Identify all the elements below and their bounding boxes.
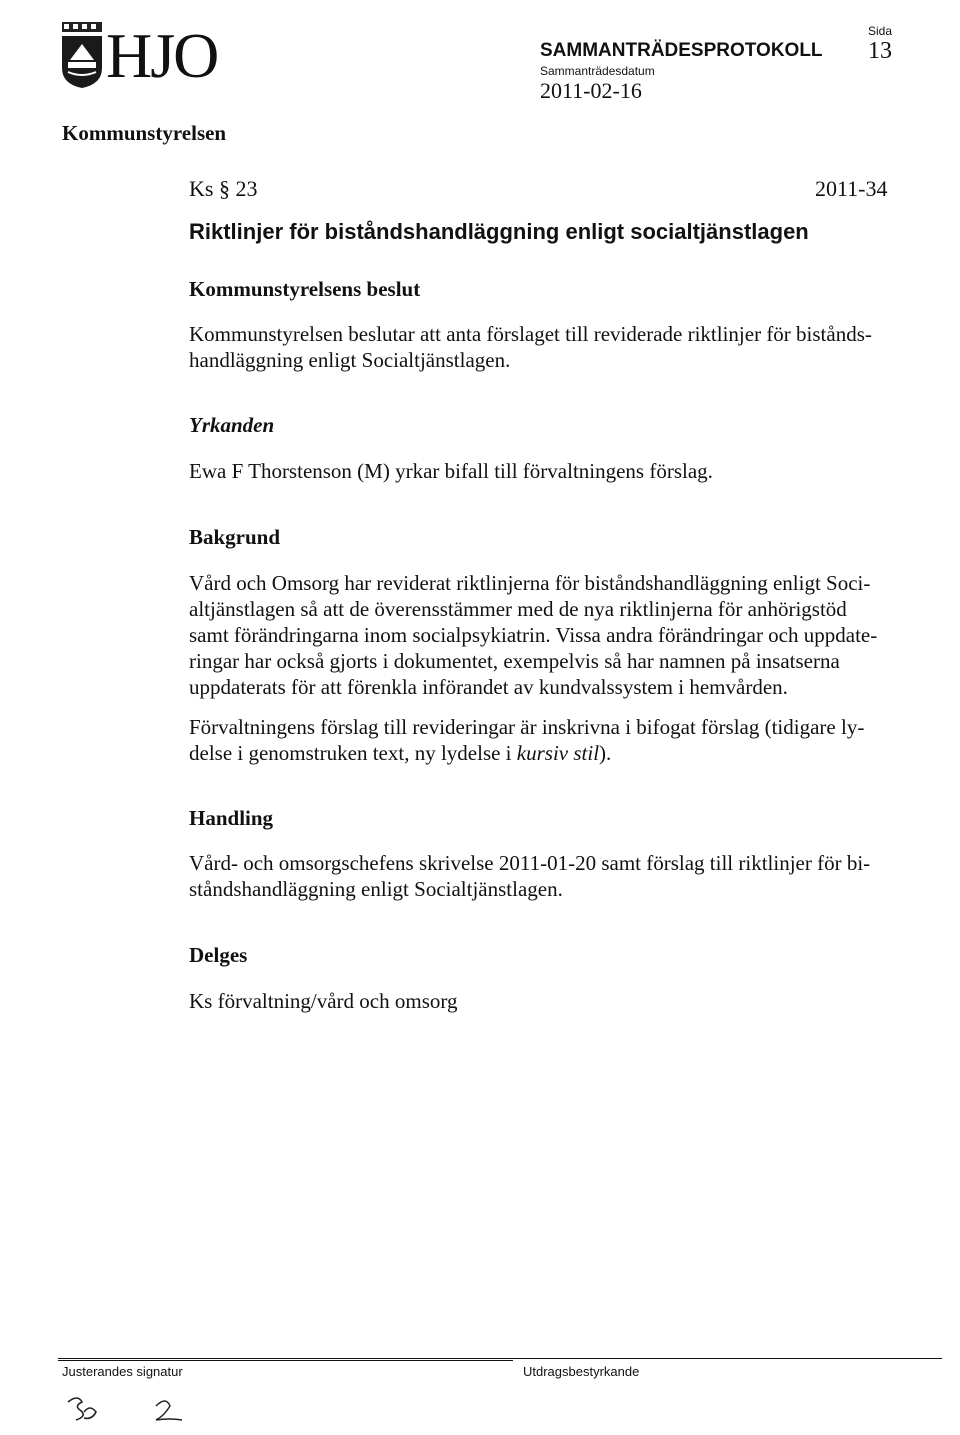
page-number: 13: [868, 38, 892, 64]
text-line: Vård och Omsorg har reviderat riktlinjerna för biståndshandläggning enligt Soci-: [189, 571, 871, 595]
section-text-bakgrund: [189, 570, 889, 700]
italic-text-span: kursiv stil: [516, 741, 600, 765]
section-heading-bakgrund: Bakgrund: [189, 525, 281, 549]
footer-divider-secondary: [58, 1360, 513, 1361]
section-text-yrkanden: Ewa F Thorstenson (M) yrkar bifall till förvaltningens förslag.: [189, 459, 713, 483]
case-reference: 2011-34: [815, 176, 888, 201]
text-line: Kommunstyrelsen beslutar att anta förslaget till reviderade riktlinjer för bistånds-: [189, 322, 872, 346]
text-span: ).: [599, 741, 612, 765]
text-line: Förvaltningens förslag till revideringar är inskrivna i bifogat förslag (tidigare ly-: [189, 715, 865, 739]
document-type-title: SAMMANTRÄDESPROTOKOLL: [540, 40, 823, 61]
section-heading-beslut: Kommunstyrelsens beslut: [189, 277, 421, 301]
text-line: uppdaterats för att förenkla införandet av kundvalssystem i hemvården.: [189, 675, 788, 699]
text-line: handläggning enligt Socialtjänstlagen.: [189, 348, 511, 372]
section-heading-yrkanden: Yrkanden: [189, 413, 275, 437]
section-heading-delges: Delges: [189, 943, 248, 967]
section-text-handling: [189, 850, 889, 902]
section-text-delges: Ks förvaltning/vård och omsorg: [189, 989, 458, 1013]
meeting-date-label: Sammanträdesdatum: [540, 64, 655, 78]
organization-name: Kommunstyrelsen: [62, 121, 227, 145]
logo-wordmark: HJO: [106, 20, 218, 91]
text-line: Vård- och omsorgschefens skrivelse 2011-01-20 samt förslag till riktlinjer för bi-: [189, 851, 871, 875]
text-span: delse i genomstruken text, ny lydelse i: [189, 741, 517, 765]
text-line: ståndshandläggning enligt Socialtjänstlagen.: [189, 877, 563, 901]
municipal-crest-logo: [60, 20, 104, 90]
extract-certification-label: Utdragsbestyrkande: [523, 1364, 640, 1379]
text-line: samt förändringarna inom socialpsykiatrin. Vissa andra förändringar och uppdate-: [189, 623, 878, 647]
case-title: Riktlinjer för biståndshandläggning enligt socialtjänstlagen: [189, 219, 809, 244]
footer-divider: [58, 1358, 942, 1359]
section-heading-handling: Handling: [189, 806, 274, 830]
page-label: Sida: [868, 24, 893, 38]
signature-label: Justerandes signatur: [62, 1364, 183, 1379]
case-number: Ks § 23: [189, 176, 258, 201]
section-text-bakgrund-2: [189, 714, 889, 766]
meeting-date-value: 2011-02-16: [540, 78, 642, 103]
text-line: altjänstlagen så att de överensstämmer med de nya riktlinjerna för anhörigstöd: [189, 597, 847, 621]
text-line: [189, 740, 889, 766]
handwritten-initials: [60, 1390, 260, 1435]
text-line: ringar har också gjorts i dokumentet, exempelvis så har namnen på insatserna: [189, 649, 840, 673]
section-text-beslut: [189, 321, 889, 373]
